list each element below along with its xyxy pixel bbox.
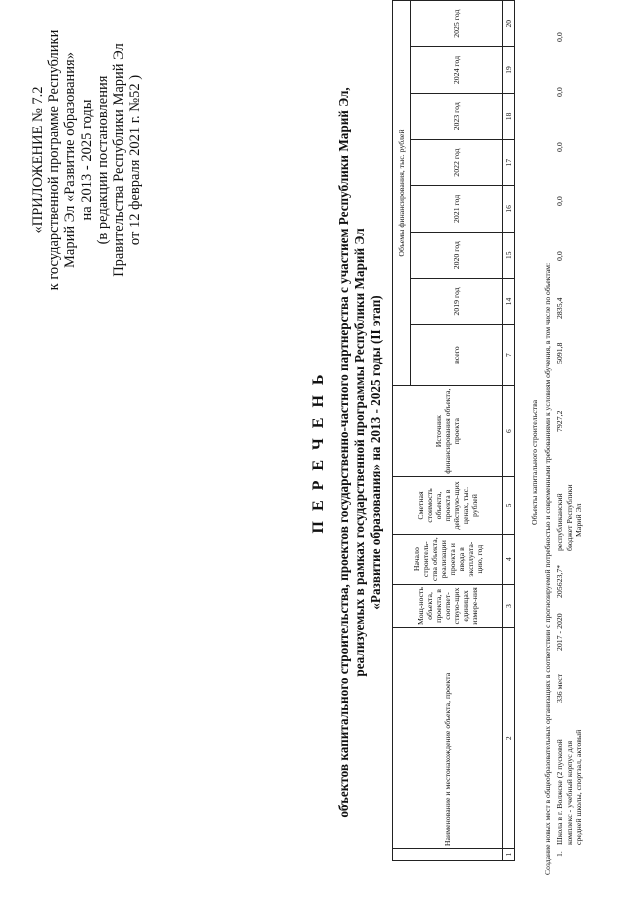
- row-total: 7927,2: [555, 410, 564, 432]
- header-year: 2021 год: [411, 186, 503, 232]
- column-number: 18: [503, 93, 515, 139]
- column-number: 15: [503, 232, 515, 278]
- column-number: 14: [503, 278, 515, 324]
- column-numbers-row: [503, 1, 515, 861]
- row-value-2024: 0,0: [555, 87, 564, 97]
- column-number: 20: [503, 1, 515, 47]
- header-source: Источник финансирования объекта, проекта: [393, 386, 503, 477]
- subtitle-line: «Развитие образования» на 2013 - 2025 годы (II этап): [368, 295, 383, 610]
- column-number: 19: [503, 47, 515, 93]
- section-subtitle: Создание новых мест в общеобразовательных организациях в соответствии с прогнозируемой потребностью и современными требованиями к условиям обучения, в том числе по объектам:: [543, 262, 552, 875]
- annex-line: к государственной программе Республики: [46, 29, 63, 291]
- objects-table: [392, 0, 515, 861]
- document-subtitle: [336, 40, 384, 865]
- annex-line: от 12 февраля 2021 г. №52 ): [127, 74, 144, 246]
- section-title: Объекты капитального строительства: [530, 399, 539, 525]
- row-name-line: Школа в г. Волжске (2 пусковой: [555, 739, 564, 845]
- row-name-line: комплекс - учебный корпус для: [564, 740, 574, 845]
- header-number: [393, 849, 503, 861]
- header-year: 2020 год: [411, 232, 503, 278]
- annex-line: Правительства Республики Марий Эл: [111, 43, 128, 277]
- row-value-2023: 0,0: [555, 142, 564, 152]
- column-number: 1: [503, 849, 515, 861]
- document-title: П Е Р Е Ч Е Н Ь: [310, 371, 327, 534]
- annex-header: [30, 15, 143, 305]
- header-year: 2023 год: [411, 93, 503, 139]
- header-financing-group: Объемы финансирования, тыс. рублей: [393, 1, 411, 386]
- row-cost: 205623,7*: [555, 564, 564, 598]
- row-source-line: Марий Эл: [574, 503, 584, 537]
- annex-line: Марий Эл «Развитие образования»: [62, 52, 79, 268]
- row-capacity: 336 мест: [555, 673, 564, 703]
- row-source-line: республиканский: [555, 493, 564, 551]
- header-year: 2025 год: [411, 1, 503, 47]
- row-value-2022: 0,0: [555, 196, 564, 206]
- header-year: 2024 год: [411, 47, 503, 93]
- column-number: 16: [503, 186, 515, 232]
- annex-line: на 2013 - 2025 годы: [78, 99, 95, 221]
- column-number: 3: [503, 584, 515, 628]
- annex-line: «ПРИЛОЖЕНИЕ № 7.2: [30, 86, 46, 234]
- row-value-2020: 2835,4: [555, 297, 564, 319]
- row-number: 1.: [555, 851, 564, 857]
- column-number: 7: [503, 325, 515, 386]
- header-year: 2022 год: [411, 139, 503, 185]
- header-cost: Сметная стоимость объекта, проекта в действую-щих ценах, тыс. рублей: [393, 477, 503, 535]
- subtitle-line: объектов капитального строительства, проектов государственно-частного партнерства с участием Республики Марий Эл,: [336, 87, 351, 818]
- column-number: 2: [503, 628, 515, 849]
- header-name: Наименование и местонахождение объекта, проекта: [393, 628, 503, 849]
- row-value-2021: 0,0: [555, 251, 564, 261]
- row-value-2025: 0,0: [555, 32, 564, 42]
- column-number: 6: [503, 386, 515, 477]
- header-year: 2019 год: [411, 278, 503, 324]
- header-period: Начало строитель-ства объекта, реализации проекта и ввода в эксплуата-цию, год: [393, 534, 503, 584]
- annex-line: (в редакции постановления: [94, 75, 111, 245]
- subtitle-line: реализуемых в рамках государственной программы Республики Марий Эл: [352, 228, 367, 677]
- column-number: 4: [503, 534, 515, 584]
- row-value-2019: 5091,8: [555, 342, 564, 364]
- header-total: всего: [411, 325, 503, 386]
- column-number: 5: [503, 477, 515, 535]
- row-source-line: бюджет Республики: [564, 484, 574, 551]
- column-number: 17: [503, 139, 515, 185]
- row-period: 2017 - 2020: [555, 613, 564, 651]
- row-name-line: средней школы, спортзал, актовый: [574, 729, 584, 845]
- header-capacity: Мощ-ность объекта, проекта, в соответ-ствую-щих единицах измере-ния: [393, 584, 503, 628]
